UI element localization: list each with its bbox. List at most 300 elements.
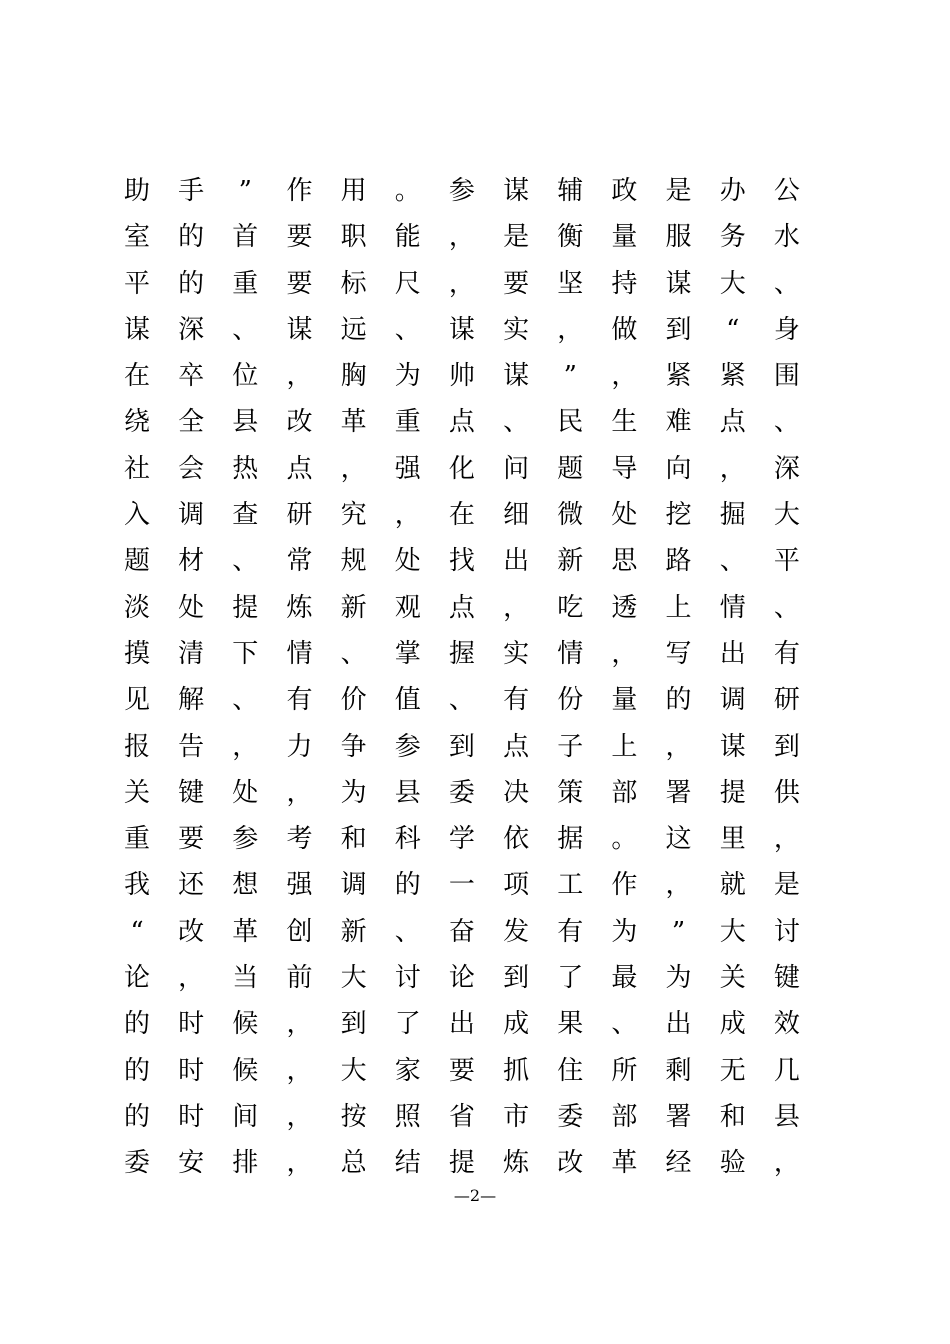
- text-char: 家: [394, 1055, 421, 1086]
- text-char: 务: [719, 222, 746, 253]
- text-char: 、: [611, 1009, 638, 1040]
- text-line: [110, 1094, 814, 1140]
- text-char: 观: [394, 592, 421, 623]
- text-char: 重: [394, 407, 421, 438]
- text-char: 时: [178, 1055, 205, 1086]
- text-char: 键: [773, 963, 800, 994]
- text-char: “: [726, 314, 740, 345]
- text-char: 讨: [773, 916, 800, 947]
- text-char: 市: [503, 1101, 530, 1132]
- text-char: 化: [448, 453, 475, 484]
- text-char: 出: [719, 638, 746, 669]
- text-char: 、: [340, 638, 367, 669]
- text-char: 公: [773, 176, 800, 206]
- text-char: 力: [286, 731, 313, 762]
- text-char: 入: [123, 500, 150, 531]
- text-char: 、: [232, 314, 259, 345]
- text-char: 要: [286, 268, 313, 299]
- text-char: 果: [557, 1009, 584, 1040]
- text-char: 我: [123, 870, 150, 901]
- text-char: 剩: [665, 1055, 692, 1086]
- text-char: ，: [286, 1148, 313, 1179]
- text-char: 谋: [123, 314, 150, 345]
- text-char: 握: [448, 638, 475, 669]
- text-char: 时: [178, 1101, 205, 1132]
- text-char: 、: [232, 685, 259, 716]
- text-char: 时: [178, 1009, 205, 1040]
- text-char: ”: [671, 916, 686, 947]
- text-char: 强: [286, 870, 313, 901]
- text-char: 所: [611, 1055, 638, 1086]
- text-line: [110, 955, 814, 1001]
- text-char: 在: [123, 361, 150, 392]
- text-char: 候: [232, 1055, 259, 1086]
- text-char: 服: [665, 222, 692, 253]
- text-char: 出: [448, 1009, 475, 1040]
- text-char: 关: [123, 777, 150, 808]
- text-char: 调: [178, 500, 205, 531]
- text-char: 重: [123, 824, 150, 855]
- text-char: 、: [719, 546, 746, 577]
- text-char: 无: [719, 1055, 746, 1086]
- text-char: 革: [340, 407, 367, 438]
- text-char: ，: [773, 824, 800, 855]
- text-char: 署: [665, 777, 692, 808]
- text-char: 深: [178, 314, 205, 345]
- text-char: 、: [394, 916, 421, 947]
- text-char: 、: [448, 685, 475, 716]
- text-char: 难: [665, 407, 692, 438]
- text-char: 热: [232, 453, 259, 484]
- text-char: 全: [178, 407, 205, 438]
- text-char: 的: [123, 1101, 150, 1132]
- text-char: 为: [340, 777, 367, 808]
- text-char: 民: [557, 407, 584, 438]
- text-char: 改: [286, 407, 313, 438]
- text-char: 总: [340, 1148, 367, 1179]
- text-char: 上: [665, 592, 692, 623]
- text-char: 水: [773, 222, 800, 253]
- text-char: 几: [773, 1055, 800, 1086]
- text-char: 助: [123, 176, 150, 206]
- text-char: 出: [665, 1009, 692, 1040]
- text-char: 量: [611, 685, 638, 716]
- text-char: 炼: [286, 592, 313, 623]
- text-char: 结: [394, 1148, 421, 1179]
- text-char: 据: [557, 824, 584, 855]
- text-char: 革: [611, 1148, 638, 1179]
- text-char: 照: [394, 1101, 421, 1132]
- text-char: 衡: [557, 222, 584, 253]
- text-char: 就: [719, 870, 746, 901]
- text-char: 科: [394, 824, 421, 855]
- text-char: 材: [178, 546, 205, 577]
- text-char: 抓: [503, 1055, 530, 1086]
- text-char: 参: [232, 824, 259, 855]
- text-char: 要: [178, 824, 205, 855]
- text-char: 经: [665, 1148, 692, 1179]
- text-char: 谋: [503, 176, 530, 206]
- text-char: 想: [232, 870, 259, 901]
- text-char: 子: [557, 731, 584, 762]
- body-text: [110, 168, 814, 1187]
- text-char: 的: [665, 685, 692, 716]
- text-char: 按: [340, 1101, 367, 1132]
- text-char: 、: [773, 268, 800, 299]
- text-char: 到: [773, 731, 800, 762]
- text-line: [110, 214, 814, 260]
- text-char: ，: [611, 361, 638, 392]
- text-line: [110, 261, 814, 307]
- text-char: 首: [232, 222, 259, 253]
- text-char: 谋: [448, 314, 475, 345]
- text-char: 、: [503, 407, 530, 438]
- text-char: 卒: [178, 361, 205, 392]
- text-char: ，: [665, 870, 692, 901]
- text-char: 和: [340, 824, 367, 855]
- text-char: 为: [665, 963, 692, 994]
- text-char: 辅: [557, 176, 584, 206]
- text-char: 大: [340, 1055, 367, 1086]
- text-char: ，: [286, 361, 313, 392]
- text-char: 提: [719, 777, 746, 808]
- text-char: 委: [123, 1148, 150, 1179]
- text-char: 新: [557, 546, 584, 577]
- text-char: 点: [503, 731, 530, 762]
- page-number: —2—: [453, 1186, 497, 1205]
- text-char: ，: [178, 963, 205, 994]
- text-char: 平: [773, 546, 800, 577]
- text-char: 的: [178, 222, 205, 253]
- text-char: 间: [232, 1101, 259, 1132]
- text-char: 署: [665, 1101, 692, 1132]
- text-char: 当: [232, 963, 259, 994]
- text-char: 委: [448, 777, 475, 808]
- text-char: 掌: [394, 638, 421, 669]
- text-line: [110, 538, 814, 584]
- text-line: [110, 724, 814, 770]
- text-char: 革: [232, 916, 259, 947]
- text-char: 一: [448, 870, 475, 901]
- text-char: 处: [611, 500, 638, 531]
- text-char: 要: [503, 268, 530, 299]
- text-char: 键: [178, 777, 205, 808]
- text-char: 考: [286, 824, 313, 855]
- text-char: 到: [340, 1009, 367, 1040]
- text-char: 找: [448, 546, 475, 577]
- text-char: 省: [448, 1101, 475, 1132]
- text-char: 谋: [665, 268, 692, 299]
- text-char: 炼: [503, 1148, 530, 1179]
- text-char: 微: [557, 500, 584, 531]
- text-char: 前: [286, 963, 313, 994]
- text-char: 究: [340, 500, 367, 531]
- text-char: ，: [286, 1101, 313, 1132]
- text-char: 讨: [394, 963, 421, 994]
- text-char: ，: [448, 268, 475, 299]
- text-char: 紧: [665, 361, 692, 392]
- text-char: 出: [503, 546, 530, 577]
- text-char: 掘: [719, 500, 746, 531]
- text-char: 在: [448, 500, 475, 531]
- text-char: 、: [773, 592, 800, 623]
- text-char: 大: [773, 500, 800, 531]
- text-char: 做: [611, 314, 638, 345]
- text-char: 告: [178, 731, 205, 762]
- text-char: 、: [773, 407, 800, 438]
- text-char: 情: [557, 638, 584, 669]
- text-char: 围: [773, 361, 800, 392]
- text-char: 到: [503, 963, 530, 994]
- text-char: ，: [286, 777, 313, 808]
- text-char: 改: [178, 916, 205, 947]
- text-char: 的: [178, 268, 205, 299]
- text-char: 、: [232, 546, 259, 577]
- text-char: 值: [394, 685, 421, 716]
- text-char: 大: [719, 916, 746, 947]
- text-char: 有: [557, 916, 584, 947]
- text-char: 县: [773, 1101, 800, 1132]
- text-char: 实: [503, 638, 530, 669]
- text-char: 里: [719, 824, 746, 855]
- text-line: [110, 909, 814, 955]
- text-char: 的: [394, 870, 421, 901]
- text-char: 县: [394, 777, 421, 808]
- text-line: [110, 446, 814, 492]
- text-char: 效: [773, 1009, 800, 1040]
- text-char: 供: [773, 777, 800, 808]
- text-char: 淡: [123, 592, 150, 623]
- text-char: 的: [123, 1009, 150, 1040]
- text-char: 用: [340, 176, 367, 206]
- text-line: [110, 677, 814, 723]
- text-char: 吃: [557, 592, 584, 623]
- text-char: 细: [503, 500, 530, 531]
- text-char: 手: [178, 176, 205, 206]
- text-char: 有: [503, 685, 530, 716]
- text-char: ”: [563, 361, 577, 392]
- text-char: 学: [448, 824, 475, 855]
- text-char: 份: [557, 685, 584, 716]
- text-char: ，: [503, 592, 530, 623]
- text-char: 参: [448, 176, 475, 206]
- text-char: 作: [611, 870, 638, 901]
- text-char: 政: [611, 176, 638, 206]
- text-char: 题: [123, 546, 150, 577]
- text-line: [110, 168, 814, 214]
- text-char: 和: [719, 1101, 746, 1132]
- text-char: ，: [665, 731, 692, 762]
- text-char: 谋: [286, 314, 313, 345]
- text-char: 有: [773, 638, 800, 669]
- text-char: 生: [611, 407, 638, 438]
- text-char: 研: [286, 500, 313, 531]
- text-char: ，: [232, 731, 259, 762]
- text-line: [110, 1001, 814, 1047]
- text-char: 社: [123, 453, 150, 484]
- text-char: 上: [611, 731, 638, 762]
- text-char: 论: [123, 963, 150, 994]
- text-char: 策: [557, 777, 584, 808]
- text-char: 是: [503, 222, 530, 253]
- text-char: 。: [394, 176, 421, 206]
- text-char: 验: [719, 1148, 746, 1179]
- text-char: 情: [286, 638, 313, 669]
- text-line: [110, 307, 814, 353]
- text-char: 远: [340, 314, 367, 345]
- text-line: [110, 816, 814, 862]
- text-char: ，: [286, 1055, 313, 1086]
- text-char: 研: [773, 685, 800, 716]
- text-char: 清: [178, 638, 205, 669]
- text-char: 创: [286, 916, 313, 947]
- text-char: 室: [123, 222, 150, 253]
- text-char: 。: [611, 824, 638, 855]
- text-char: ，: [557, 314, 584, 345]
- text-char: 报: [123, 731, 150, 762]
- text-char: 谋: [503, 361, 530, 392]
- text-char: 了: [557, 963, 584, 994]
- text-char: 还: [178, 870, 205, 901]
- text-char: 要: [448, 1055, 475, 1086]
- text-char: 候: [232, 1009, 259, 1040]
- text-char: 能: [394, 222, 421, 253]
- text-char: 会: [178, 453, 205, 484]
- text-char: 持: [611, 268, 638, 299]
- text-char: 部: [611, 777, 638, 808]
- text-line: [110, 585, 814, 631]
- text-char: 实: [503, 314, 530, 345]
- text-char: 新: [340, 592, 367, 623]
- text-char: 路: [665, 546, 692, 577]
- text-char: 住: [557, 1055, 584, 1086]
- text-char: 了: [394, 1009, 421, 1040]
- text-char: “: [130, 916, 144, 947]
- text-char: 题: [557, 453, 584, 484]
- text-char: 的: [123, 1055, 150, 1086]
- text-char: 作: [286, 176, 313, 206]
- text-char: 部: [611, 1101, 638, 1132]
- text-char: 争: [340, 731, 367, 762]
- text-char: ，: [340, 453, 367, 484]
- text-char: ，: [719, 453, 746, 484]
- text-char: 标: [340, 268, 367, 299]
- text-char: 是: [665, 176, 692, 206]
- text-char: 县: [232, 407, 259, 438]
- text-char: 帅: [448, 361, 475, 392]
- text-line: [110, 770, 814, 816]
- text-char: 绕: [123, 407, 150, 438]
- text-char: 透: [611, 592, 638, 623]
- text-char: 这: [665, 824, 692, 855]
- text-line: [110, 631, 814, 677]
- text-char: 查: [232, 500, 259, 531]
- text-char: 为: [394, 361, 421, 392]
- text-char: 成: [503, 1009, 530, 1040]
- text-char: 写: [665, 638, 692, 669]
- text-char: 挖: [665, 500, 692, 531]
- text-char: 深: [773, 453, 800, 484]
- text-char: 导: [611, 453, 638, 484]
- text-char: 改: [557, 1148, 584, 1179]
- text-char: 规: [340, 546, 367, 577]
- text-char: 职: [340, 222, 367, 253]
- text-line: [110, 353, 814, 399]
- text-char: 新: [340, 916, 367, 947]
- text-char: 大: [340, 963, 367, 994]
- text-char: 解: [178, 685, 205, 716]
- text-line: [110, 399, 814, 445]
- text-char: 紧: [719, 361, 746, 392]
- text-char: 摸: [123, 638, 150, 669]
- text-char: 项: [503, 870, 530, 901]
- text-char: 坚: [557, 268, 584, 299]
- text-char: 点: [719, 407, 746, 438]
- text-char: 下: [232, 638, 259, 669]
- text-char: 奋: [448, 916, 475, 947]
- text-char: 安: [178, 1148, 205, 1179]
- text-char: 价: [340, 685, 367, 716]
- text-char: 参: [394, 731, 421, 762]
- text-char: 依: [503, 824, 530, 855]
- text-char: ，: [286, 1009, 313, 1040]
- text-char: 提: [232, 592, 259, 623]
- text-char: ，: [448, 222, 475, 253]
- text-char: 要: [286, 222, 313, 253]
- text-char: 处: [394, 546, 421, 577]
- text-char: 工: [557, 870, 584, 901]
- text-char: 情: [719, 592, 746, 623]
- text-char: 量: [611, 222, 638, 253]
- text-char: 思: [611, 546, 638, 577]
- text-char: 点: [448, 592, 475, 623]
- text-char: 大: [719, 268, 746, 299]
- text-char: 强: [394, 453, 421, 484]
- text-char: 提: [448, 1148, 475, 1179]
- text-char: 办: [719, 176, 746, 206]
- text-char: ，: [611, 638, 638, 669]
- text-char: 为: [611, 916, 638, 947]
- text-char: 点: [286, 453, 313, 484]
- text-char: 向: [665, 453, 692, 484]
- text-char: 到: [448, 731, 475, 762]
- text-char: 尺: [394, 268, 421, 299]
- text-char: ”: [238, 176, 252, 206]
- text-char: 论: [448, 963, 475, 994]
- text-char: ，: [394, 500, 421, 531]
- text-char: 调: [719, 685, 746, 716]
- text-char: 胸: [340, 361, 367, 392]
- text-char: 委: [557, 1101, 584, 1132]
- text-char: 成: [719, 1009, 746, 1040]
- text-char: 处: [232, 777, 259, 808]
- text-char: 关: [719, 963, 746, 994]
- text-char: 常: [286, 546, 313, 577]
- text-char: ，: [773, 1148, 800, 1179]
- text-char: 、: [394, 314, 421, 345]
- text-line: [110, 862, 814, 908]
- text-char: 决: [503, 777, 530, 808]
- text-char: 点: [448, 407, 475, 438]
- text-char: 位: [232, 361, 259, 392]
- text-line: [110, 1140, 814, 1186]
- text-char: 排: [232, 1148, 259, 1179]
- text-char: 身: [773, 314, 800, 345]
- text-char: 调: [340, 870, 367, 901]
- text-char: 最: [611, 963, 638, 994]
- text-char: 到: [665, 314, 692, 345]
- text-char: 有: [286, 685, 313, 716]
